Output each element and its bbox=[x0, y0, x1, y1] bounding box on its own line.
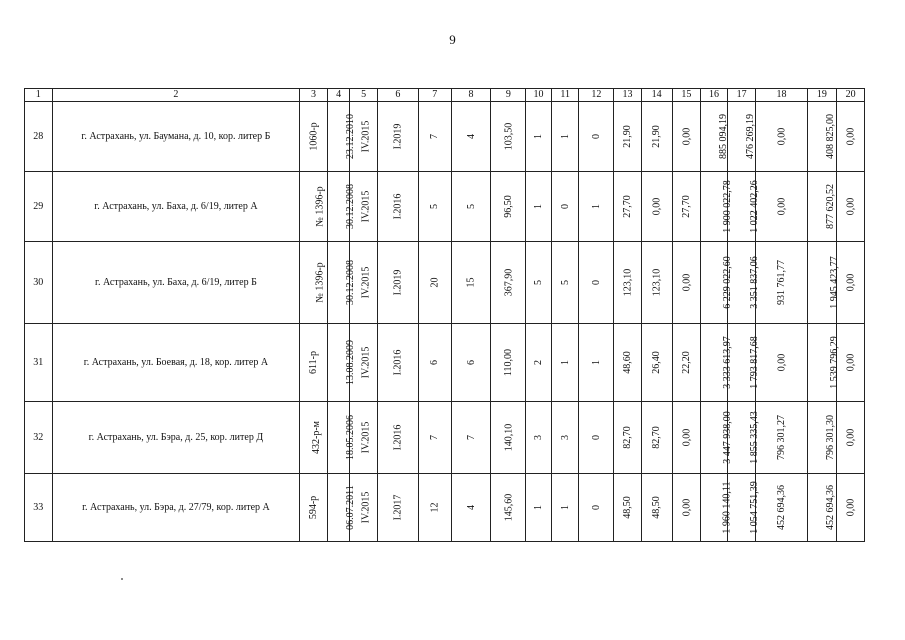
cell-value: 21,90 bbox=[651, 125, 663, 148]
cell-c11 bbox=[551, 172, 579, 242]
cell-value: IV.2015 bbox=[360, 346, 372, 379]
cell-value: 3 333 613,97 bbox=[721, 336, 733, 389]
cell-c15 bbox=[672, 402, 701, 474]
cell-value: 82,70 bbox=[622, 426, 634, 449]
cell-value: 6 bbox=[429, 360, 441, 365]
cell-value: 3 351 837,06 bbox=[748, 256, 760, 309]
cell-c20 bbox=[837, 324, 865, 402]
register-table bbox=[24, 88, 865, 542]
cell-value: 145,60 bbox=[502, 493, 514, 522]
cell-value: 0 bbox=[590, 435, 602, 440]
cell-value: 0,00 bbox=[680, 498, 692, 517]
cell-c8 bbox=[451, 242, 491, 324]
cell-c18 bbox=[756, 324, 807, 402]
cell-c14 bbox=[641, 324, 672, 402]
cell-value: 110,00 bbox=[502, 348, 514, 377]
table-row bbox=[25, 402, 865, 474]
cell-value: 594-р bbox=[308, 495, 319, 520]
cell-value: 1 900 022,78 bbox=[721, 180, 733, 233]
cell-c18 bbox=[756, 402, 807, 474]
column-header: 10 bbox=[526, 89, 552, 102]
cell-value: 123,10 bbox=[622, 268, 634, 297]
cell-c14 bbox=[641, 102, 672, 172]
cell-value: 96,50 bbox=[502, 195, 514, 218]
cell-value: № 1396-р bbox=[314, 186, 326, 227]
cell-value: 877 620,52 bbox=[824, 184, 836, 229]
cell-value: 3 447 938,00 bbox=[721, 411, 733, 464]
cell-c7 bbox=[418, 102, 451, 172]
cell-value: 611-р bbox=[308, 351, 319, 374]
column-header: 15 bbox=[672, 89, 701, 102]
cell-c13 bbox=[614, 402, 642, 474]
cell-value: 1 945 423,77 bbox=[828, 256, 840, 309]
cell-c10 bbox=[526, 242, 552, 324]
cell-c9 bbox=[491, 242, 526, 324]
cell-c15 bbox=[672, 474, 701, 542]
column-header: 2 bbox=[52, 89, 300, 102]
column-header: 6 bbox=[377, 89, 418, 102]
cell-value: 7 bbox=[429, 435, 441, 440]
cell-value: 30.12.2008 bbox=[344, 260, 356, 305]
cell-c19 bbox=[807, 172, 837, 242]
cell-value: 1 855 335,43 bbox=[748, 411, 760, 464]
cell-doc bbox=[300, 172, 328, 242]
column-header: 1 bbox=[25, 89, 53, 102]
cell-value: 0 bbox=[590, 134, 602, 139]
cell-value: 18.05.2006 bbox=[344, 415, 356, 460]
cell-c16 bbox=[701, 102, 728, 172]
cell-value: 2 bbox=[533, 360, 545, 365]
cell-value: 0,00 bbox=[845, 353, 857, 372]
cell-value: 0,00 bbox=[680, 428, 692, 447]
cell-value: 796 301,30 bbox=[824, 415, 836, 460]
cell-c9 bbox=[491, 402, 526, 474]
cell-value: 0 bbox=[559, 204, 571, 209]
column-header: 4 bbox=[327, 89, 350, 102]
cell-c20 bbox=[837, 102, 865, 172]
cell-c19 bbox=[807, 324, 840, 402]
cell-value: I.2016 bbox=[392, 193, 404, 220]
cell-c12 bbox=[579, 172, 614, 242]
cell-value: 7 bbox=[429, 134, 441, 139]
cell-c11 bbox=[551, 242, 579, 324]
cell-value: 27,70 bbox=[680, 195, 692, 218]
cell-address: г. Астрахань, ул. Бэра, д. 25, кор. литер Д bbox=[52, 402, 300, 474]
cell-c15 bbox=[672, 242, 701, 324]
cell-c7 bbox=[418, 324, 451, 402]
cell-value: IV.2015 bbox=[360, 421, 372, 454]
cell-date bbox=[327, 324, 356, 402]
cell-value: 1 bbox=[559, 134, 571, 139]
cell-c11 bbox=[551, 102, 579, 172]
cell-value: 1 bbox=[559, 360, 571, 365]
cell-value: 796 301,27 bbox=[775, 415, 787, 460]
table-row bbox=[25, 474, 865, 542]
cell-doc bbox=[300, 102, 328, 172]
cell-c10 bbox=[526, 172, 552, 242]
cell-c20 bbox=[837, 242, 865, 324]
cell-value: 452 694,36 bbox=[775, 485, 787, 530]
cell-value: 1 bbox=[533, 505, 545, 510]
cell-c20 bbox=[837, 172, 865, 242]
cell-c16 bbox=[701, 242, 733, 324]
cell-value: 13.08.2009 bbox=[344, 340, 356, 385]
cell-end bbox=[377, 242, 418, 324]
cell-date bbox=[327, 474, 356, 542]
cell-c18 bbox=[756, 474, 807, 542]
cell-value: № 1396-р bbox=[314, 262, 326, 303]
column-header: 14 bbox=[641, 89, 672, 102]
cell-value: 30.12.2008 bbox=[344, 184, 356, 229]
cell-c12 bbox=[579, 402, 614, 474]
cell-value: I.2016 bbox=[392, 424, 404, 451]
cell-value: 82,70 bbox=[651, 426, 663, 449]
cell-value: IV.2015 bbox=[360, 190, 372, 223]
cell-c14 bbox=[641, 172, 672, 242]
cell-value: 5 bbox=[465, 204, 477, 209]
cell-c9 bbox=[491, 172, 526, 242]
cell-value: 5 bbox=[559, 280, 571, 285]
cell-value: 408 825,00 bbox=[824, 114, 836, 159]
cell-value: 0 bbox=[590, 280, 602, 285]
cell-address: г. Астрахань, ул. Бэра, д. 27/79, кор. литер А bbox=[52, 474, 300, 542]
cell-date bbox=[327, 402, 356, 474]
cell-c8 bbox=[451, 172, 491, 242]
cell-end bbox=[377, 102, 418, 172]
column-header: 17 bbox=[727, 89, 756, 102]
cell-c13 bbox=[614, 102, 642, 172]
cell-doc bbox=[300, 242, 328, 324]
cell-value: 21,90 bbox=[622, 125, 634, 148]
cell-n: 31 bbox=[25, 324, 53, 402]
cell-value: 0,00 bbox=[845, 197, 857, 216]
cell-value: 0,00 bbox=[775, 127, 787, 146]
cell-value: 27,70 bbox=[622, 195, 634, 218]
cell-value: 432-р-м bbox=[311, 421, 323, 454]
cell-value: 103,50 bbox=[502, 122, 514, 151]
cell-value: 26,40 bbox=[651, 351, 663, 374]
cell-c12 bbox=[579, 102, 614, 172]
cell-c15 bbox=[672, 102, 701, 172]
cell-end bbox=[377, 402, 418, 474]
cell-c17 bbox=[727, 102, 756, 172]
cell-value: 0,00 bbox=[651, 197, 663, 216]
cell-date bbox=[327, 172, 356, 242]
cell-c8 bbox=[451, 474, 491, 542]
cell-value: I.2019 bbox=[392, 123, 404, 150]
cell-c14 bbox=[641, 474, 672, 542]
cell-n: 30 bbox=[25, 242, 53, 324]
column-header: 11 bbox=[551, 89, 579, 102]
cell-value: 4 bbox=[465, 134, 477, 139]
cell-c18 bbox=[756, 172, 807, 242]
cell-value: I.2017 bbox=[392, 494, 404, 521]
cell-value: 1 960 140,11 bbox=[721, 481, 733, 534]
cell-value: 0,00 bbox=[775, 197, 787, 216]
cell-value: 1060-р bbox=[308, 122, 320, 151]
cell-value: 7 bbox=[465, 435, 477, 440]
cell-n: 28 bbox=[25, 102, 53, 172]
cell-c12 bbox=[579, 324, 614, 402]
cell-c15 bbox=[672, 172, 701, 242]
cell-c18 bbox=[756, 102, 807, 172]
cell-value: 0,00 bbox=[680, 127, 692, 146]
cell-value: 123,10 bbox=[651, 268, 663, 297]
cell-c8 bbox=[451, 102, 491, 172]
table-row bbox=[25, 324, 865, 402]
table-row bbox=[25, 172, 865, 242]
table-row bbox=[25, 102, 865, 172]
cell-c10 bbox=[526, 324, 552, 402]
cell-value: 0,00 bbox=[845, 428, 857, 447]
cell-c16 bbox=[701, 324, 733, 402]
column-header: 12 bbox=[579, 89, 614, 102]
cell-value: 22,20 bbox=[680, 351, 692, 374]
cell-value: I.2019 bbox=[392, 269, 404, 296]
cell-n: 29 bbox=[25, 172, 53, 242]
cell-c8 bbox=[451, 402, 491, 474]
cell-c14 bbox=[641, 242, 672, 324]
cell-value: 476 269,19 bbox=[744, 114, 756, 159]
cell-value: 0,00 bbox=[680, 273, 692, 292]
cell-value: 1 539 796,29 bbox=[828, 336, 840, 389]
cell-c7 bbox=[418, 172, 451, 242]
cell-value: 1 022 402,26 bbox=[748, 180, 760, 233]
cell-c13 bbox=[614, 172, 642, 242]
cell-value: 931 761,77 bbox=[775, 260, 787, 305]
cell-n: 33 bbox=[25, 474, 53, 542]
cell-c13 bbox=[614, 474, 642, 542]
cell-c11 bbox=[551, 474, 579, 542]
cell-address: г. Астрахань, ул. Боевая, д. 18, кор. литер А bbox=[52, 324, 300, 402]
cell-c9 bbox=[491, 474, 526, 542]
cell-c18 bbox=[756, 242, 807, 324]
cell-c11 bbox=[551, 324, 579, 402]
cell-value: IV.2015 bbox=[360, 491, 372, 524]
cell-value: 1 bbox=[590, 360, 602, 365]
cell-end bbox=[377, 474, 418, 542]
cell-value: 06.07.2011 bbox=[344, 485, 356, 530]
cell-value: 48,60 bbox=[622, 351, 634, 374]
cell-value: 48,50 bbox=[622, 496, 634, 519]
column-header: 7 bbox=[418, 89, 451, 102]
column-header: 13 bbox=[614, 89, 642, 102]
cell-value: 5 bbox=[533, 280, 545, 285]
cell-value: 1 793 817,68 bbox=[748, 336, 760, 389]
cell-c7 bbox=[418, 474, 451, 542]
column-header: 20 bbox=[837, 89, 865, 102]
cell-doc bbox=[300, 474, 328, 542]
cell-value: 452 694,36 bbox=[824, 485, 836, 530]
cell-c10 bbox=[526, 474, 552, 542]
cell-end bbox=[377, 172, 418, 242]
cell-c19 bbox=[807, 102, 837, 172]
cell-end bbox=[377, 324, 418, 402]
cell-c12 bbox=[579, 242, 614, 324]
cell-doc bbox=[300, 324, 328, 402]
cell-c8 bbox=[451, 324, 491, 402]
cell-value: I.2016 bbox=[392, 349, 404, 376]
cell-c10 bbox=[526, 102, 552, 172]
table-header-row bbox=[25, 89, 865, 102]
cell-value: IV.2015 bbox=[360, 266, 372, 299]
table-row bbox=[25, 242, 865, 324]
cell-value: 48,50 bbox=[651, 496, 663, 519]
cell-c13 bbox=[614, 324, 642, 402]
cell-value: 3 bbox=[533, 435, 545, 440]
column-header: 19 bbox=[807, 89, 837, 102]
cell-c19 bbox=[807, 474, 837, 542]
cell-value: 6 229 022,60 bbox=[721, 256, 733, 309]
stray-mark bbox=[121, 578, 123, 580]
cell-value: 140,10 bbox=[502, 423, 514, 452]
cell-value: 1 054 751,39 bbox=[748, 481, 760, 534]
cell-c15 bbox=[672, 324, 701, 402]
cell-value: 4 bbox=[465, 505, 477, 510]
column-header: 16 bbox=[701, 89, 728, 102]
cell-value: 0 bbox=[590, 505, 602, 510]
cell-value: 3 bbox=[559, 435, 571, 440]
cell-c16 bbox=[701, 172, 733, 242]
cell-c7 bbox=[418, 242, 451, 324]
cell-c14 bbox=[641, 402, 672, 474]
cell-value: 12 bbox=[429, 502, 441, 513]
cell-c16 bbox=[701, 474, 733, 542]
cell-c16 bbox=[701, 402, 733, 474]
cell-value: 885 094,19 bbox=[718, 114, 730, 159]
cell-value: 15 bbox=[465, 277, 477, 288]
cell-date bbox=[327, 102, 356, 172]
cell-value: 0,00 bbox=[845, 498, 857, 517]
cell-value: 1 bbox=[533, 204, 545, 209]
cell-value: 0,00 bbox=[845, 127, 857, 146]
cell-value: 0,00 bbox=[775, 353, 787, 372]
cell-c9 bbox=[491, 324, 526, 402]
cell-value: IV.2015 bbox=[360, 120, 372, 153]
cell-c11 bbox=[551, 402, 579, 474]
cell-c9 bbox=[491, 102, 526, 172]
cell-value: 1 bbox=[590, 204, 602, 209]
column-header: 9 bbox=[491, 89, 526, 102]
cell-value: 1 bbox=[533, 134, 545, 139]
page-number: 9 bbox=[449, 32, 456, 47]
cell-c10 bbox=[526, 402, 552, 474]
cell-c20 bbox=[837, 402, 865, 474]
cell-value: 6 bbox=[465, 360, 477, 365]
cell-c13 bbox=[614, 242, 642, 324]
cell-c7 bbox=[418, 402, 451, 474]
cell-c12 bbox=[579, 474, 614, 542]
cell-address: г. Астрахань, ул. Баха, д. 6/19, литер А bbox=[52, 172, 300, 242]
cell-doc bbox=[300, 402, 328, 474]
cell-address: г. Астрахань, ул. Баумана, д. 10, кор. литер Б bbox=[52, 102, 300, 172]
cell-value: 367,90 bbox=[502, 268, 514, 297]
cell-value: 5 bbox=[429, 204, 441, 209]
column-header: 3 bbox=[300, 89, 328, 102]
cell-address: г. Астрахань, ул. Баха, д. 6/19, литер Б bbox=[52, 242, 300, 324]
cell-c19 bbox=[807, 402, 837, 474]
cell-n: 32 bbox=[25, 402, 53, 474]
cell-value: 20 bbox=[429, 277, 441, 288]
cell-value: 1 bbox=[559, 505, 571, 510]
column-header: 5 bbox=[350, 89, 378, 102]
cell-c19 bbox=[807, 242, 840, 324]
column-header: 18 bbox=[756, 89, 807, 102]
cell-c20 bbox=[837, 474, 865, 542]
cell-date bbox=[327, 242, 356, 324]
cell-value: 23.12.2010 bbox=[344, 114, 356, 159]
cell-value: 0,00 bbox=[845, 273, 857, 292]
column-header: 8 bbox=[451, 89, 491, 102]
